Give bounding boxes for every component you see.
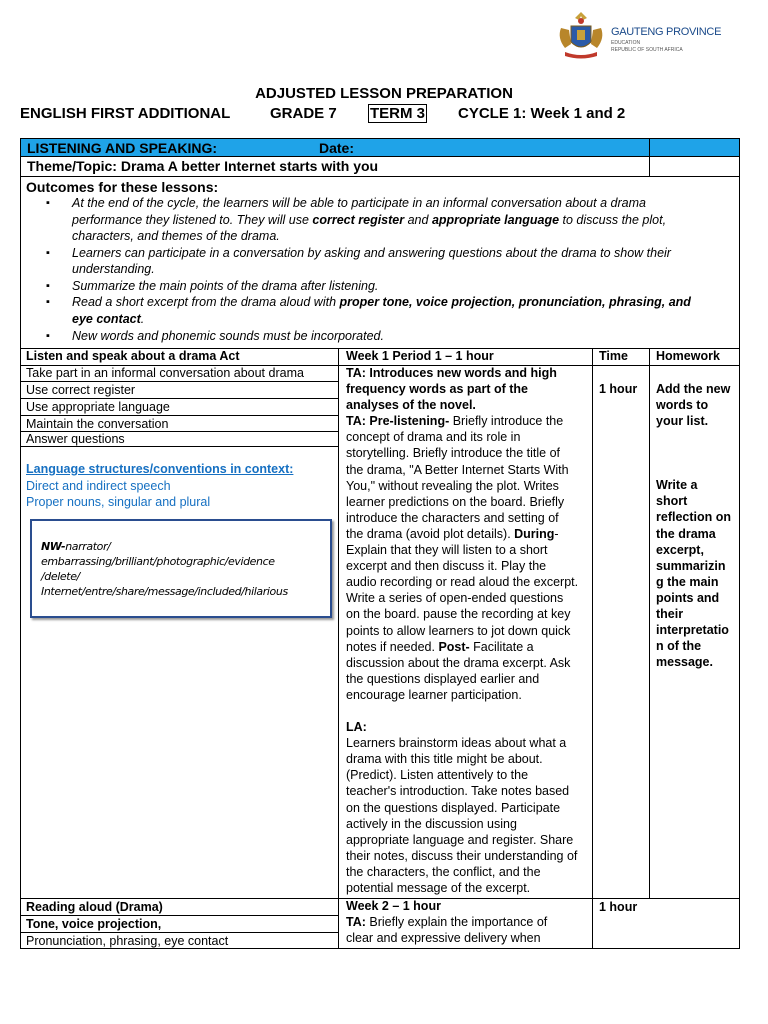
theme-topic: Theme/Topic: Drama A better Internet starts with you [27,158,379,174]
col-header-time: Time [599,349,628,363]
outcomes-heading: Outcomes for these lessons: [26,179,219,195]
outcomes-list [46,195,716,345]
week2-time: 1 hour [599,900,638,914]
date-label: Date: [319,140,355,156]
skill-item: Maintain the conversation [26,417,169,431]
homework-week1: Add the new words to your list. Write a short reflection on the drama excerpt, summarizin g the main points and their interpretatio n of the message. [656,382,732,670]
col-header-homework: Homework [656,349,720,363]
language-item: Proper nouns, singular and plural [26,495,211,509]
theme-row [20,157,740,177]
logo-subtitle-1: EDUCATION [611,40,641,46]
reading-aloud-sub2: Pronunciation, phrasing, eye contact [26,934,229,948]
reading-aloud-heading: Reading aloud (Drama) [26,900,163,914]
outcome-item: ▪ Learners can participate in a conversation by asking and answering questions about the drama to show their understanding. [46,245,716,278]
language-structures-heading: Language structures/conventions in context: [26,462,294,476]
outcome-item: ▪ New words and phonemic sounds must be incorporated. [46,328,716,345]
outcome-item: ▪ Summarize the main points of the drama after listening. [46,278,716,295]
subject-label: ENGLISH FIRST ADDITIONAL [20,105,231,122]
reading-aloud-sub: Tone, voice projection, [26,917,162,931]
col-header-skill: Listen and speak about a drama Act [26,349,240,363]
section-title: LISTENING AND SPEAKING: [27,140,218,156]
nw-label: NW- [41,540,66,553]
new-words-box: NW-narrator/ embarrassing/brilliant/photographic/evidence /delete/ Internet/entre/share/message/included/hilarious [30,519,332,618]
document-title: ADJUSTED LESSON PREPARATION [255,85,513,102]
skill-item: Use correct register [26,383,136,397]
skill-item: Take part in an informal conversation about drama [26,366,304,380]
coat-of-arms-icon [553,8,609,62]
language-item: Direct and indirect speech [26,479,171,493]
week1-time: 1 hour [599,382,638,396]
logo-subtitle-2: REPUBLIC OF SOUTH AFRICA [611,47,683,53]
term-label: TERM 3 [370,105,426,122]
col-header-week: Week 1 Period 1 – 1 hour [346,349,494,363]
week1-activities: TA: Introduces new words and high frequency words as part of the analyses of the novel. TA: Pre-listening- Briefly introduce the concept of drama and its role in storytelling. Briefly introduce the title of the drama, "A Better Internet Starts With You," without revealing the plot. Writes learner predictions on the board. Briefly introduce the characters and setting of the drama (avoid plot details). During- Explain that they will listen to a short excerpt and then discuss it. Play the audio recording or read aloud the excerpt. Write a series of open-ended questions on the board. pause the recording at key points to allow learners to jot down quick notes if needed. Post- Facilitate a discussion about the drama excerpt. Ask the questions displayed earlier and encourage learner participation. LA: Learners brainstorm ideas about what a drama with this title might be about. (Predict). Listen attentively to the teacher's introduction. Take notes based on the questions displayed. Participate actively in the discussion using appropriate language and register. Share their notes, discuss their understanding of the characters, the conflict, and the potential message of the excerpt. [346,366,579,895]
outcome-item: ▪ At the end of the cycle, the learners will be able to participate in an informal conversation about a drama performance they listened to. They will use correct register and appropriate language to discuss the plot, characters, and themes of the drama. [46,195,716,245]
week2-activities: Week 2 – 1 hour TA: Briefly explain the importance of clear and expressive delivery when [346,899,548,945]
grade-label: GRADE 7 [270,105,337,122]
skill-item: Answer questions [26,432,125,446]
logo-title: GAUTENG PROVINCE [611,26,722,38]
outcome-item: ▪ Read a short excerpt from the drama aloud with proper tone, voice projection, pronunciation, phrasing, and eye contact. [46,294,716,327]
section-header-row [20,138,740,157]
cycle-label: CYCLE 1: Week 1 and 2 [458,105,626,122]
skill-item: Use appropriate language [26,400,170,414]
